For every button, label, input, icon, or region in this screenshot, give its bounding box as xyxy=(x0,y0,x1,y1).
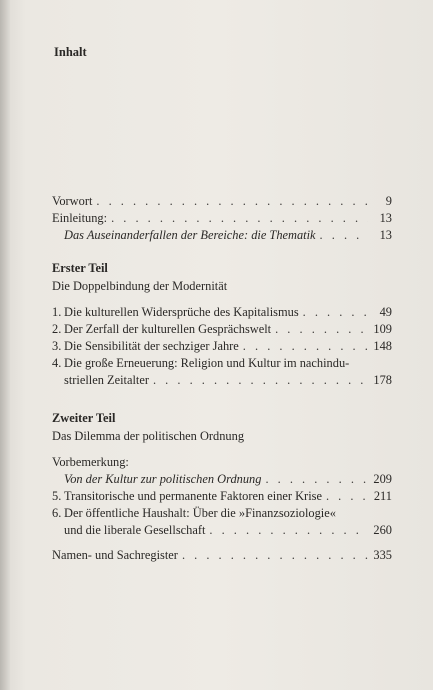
toc-label: Einleitung: xyxy=(52,211,108,225)
toc-entry-chapter-3 xyxy=(52,338,392,355)
part-subtitle: Das Dilemma der politischen Ordnung xyxy=(52,429,245,443)
leader-dots xyxy=(153,372,368,389)
toc-label: Die große Erneuerung: Religion und Kultur im nachindu- xyxy=(64,356,350,370)
leader-dots xyxy=(243,338,368,355)
toc-label: Die kulturellen Widersprüche des Kapitalismus xyxy=(64,305,299,319)
part-subtitle: Die Doppelbindung der Modernität xyxy=(52,279,228,293)
toc-label: Der Zerfall der kulturellen Gesprächswelt xyxy=(64,322,272,336)
toc-entry-chapter-5 xyxy=(52,488,392,505)
toc-entry-chapter-2 xyxy=(52,321,392,338)
toc-page-number: 178 xyxy=(373,373,392,387)
toc-entry-chapter-4 xyxy=(52,355,392,389)
leader-dots xyxy=(265,471,368,488)
chapter-number: 3. xyxy=(52,339,62,353)
leader-dots xyxy=(182,547,368,564)
toc-page-number: 9 xyxy=(385,194,392,208)
toc-entry-einleitung xyxy=(52,210,392,227)
leader-dots xyxy=(209,522,368,539)
toc-entry-register xyxy=(52,547,392,564)
toc-label: Die Sensibilität der sechziger Jahre xyxy=(64,339,239,353)
toc-label-continued: striellen Zeitalter xyxy=(64,373,149,387)
chapter-number: 2. xyxy=(52,322,62,336)
page-title: Inhalt xyxy=(54,45,87,59)
toc-page-number: 209 xyxy=(373,472,392,486)
toc-page-number: 260 xyxy=(373,523,392,537)
chapter-number: 1. xyxy=(52,305,62,319)
toc-label: Der öffentliche Haushalt: Über die »Finanzsoziologie« xyxy=(64,506,336,520)
table-of-contents xyxy=(52,193,392,564)
part-title: Erster Teil xyxy=(52,261,108,275)
chapter-number: 6. xyxy=(52,506,62,520)
leader-dots xyxy=(326,488,368,505)
toc-label: Namen- und Sachregister xyxy=(52,548,178,562)
toc-page-number: 148 xyxy=(373,339,392,353)
toc-label: Von der Kultur zur politischen Ordnung xyxy=(64,472,262,486)
leader-dots xyxy=(303,304,368,321)
toc-entry-chapter-6 xyxy=(52,505,392,539)
toc-label: Transitorische und permanente Faktoren einer Krise xyxy=(64,489,322,503)
toc-entry-vorbemerkung xyxy=(52,454,392,488)
toc-page-number: 335 xyxy=(373,548,392,562)
leader-dots xyxy=(275,321,368,338)
part-title: Zweiter Teil xyxy=(52,411,116,425)
leader-dots xyxy=(320,227,368,244)
leader-dots xyxy=(96,193,368,210)
toc-entry-thematik xyxy=(52,227,392,244)
chapter-number: 5. xyxy=(52,489,62,503)
toc-entry-vorwort xyxy=(52,193,392,210)
toc-page-number: 211 xyxy=(373,489,392,503)
toc-page-number: 49 xyxy=(379,305,392,319)
chapter-number: 4. xyxy=(52,356,62,370)
toc-page-number: 13 xyxy=(379,228,392,242)
toc-label-continued: und die liberale Gesellschaft xyxy=(64,523,206,537)
page-gutter xyxy=(0,0,10,690)
toc-page-number: 13 xyxy=(379,211,392,225)
toc-page-number: 109 xyxy=(373,322,392,336)
leader-dots xyxy=(111,210,368,227)
toc-label: Vorbemerkung: xyxy=(52,455,129,469)
toc-label: Das Auseinanderfallen der Bereiche: die Thematik xyxy=(64,228,316,242)
toc-entry-chapter-1 xyxy=(52,304,392,321)
toc-label: Vorwort xyxy=(52,194,93,208)
